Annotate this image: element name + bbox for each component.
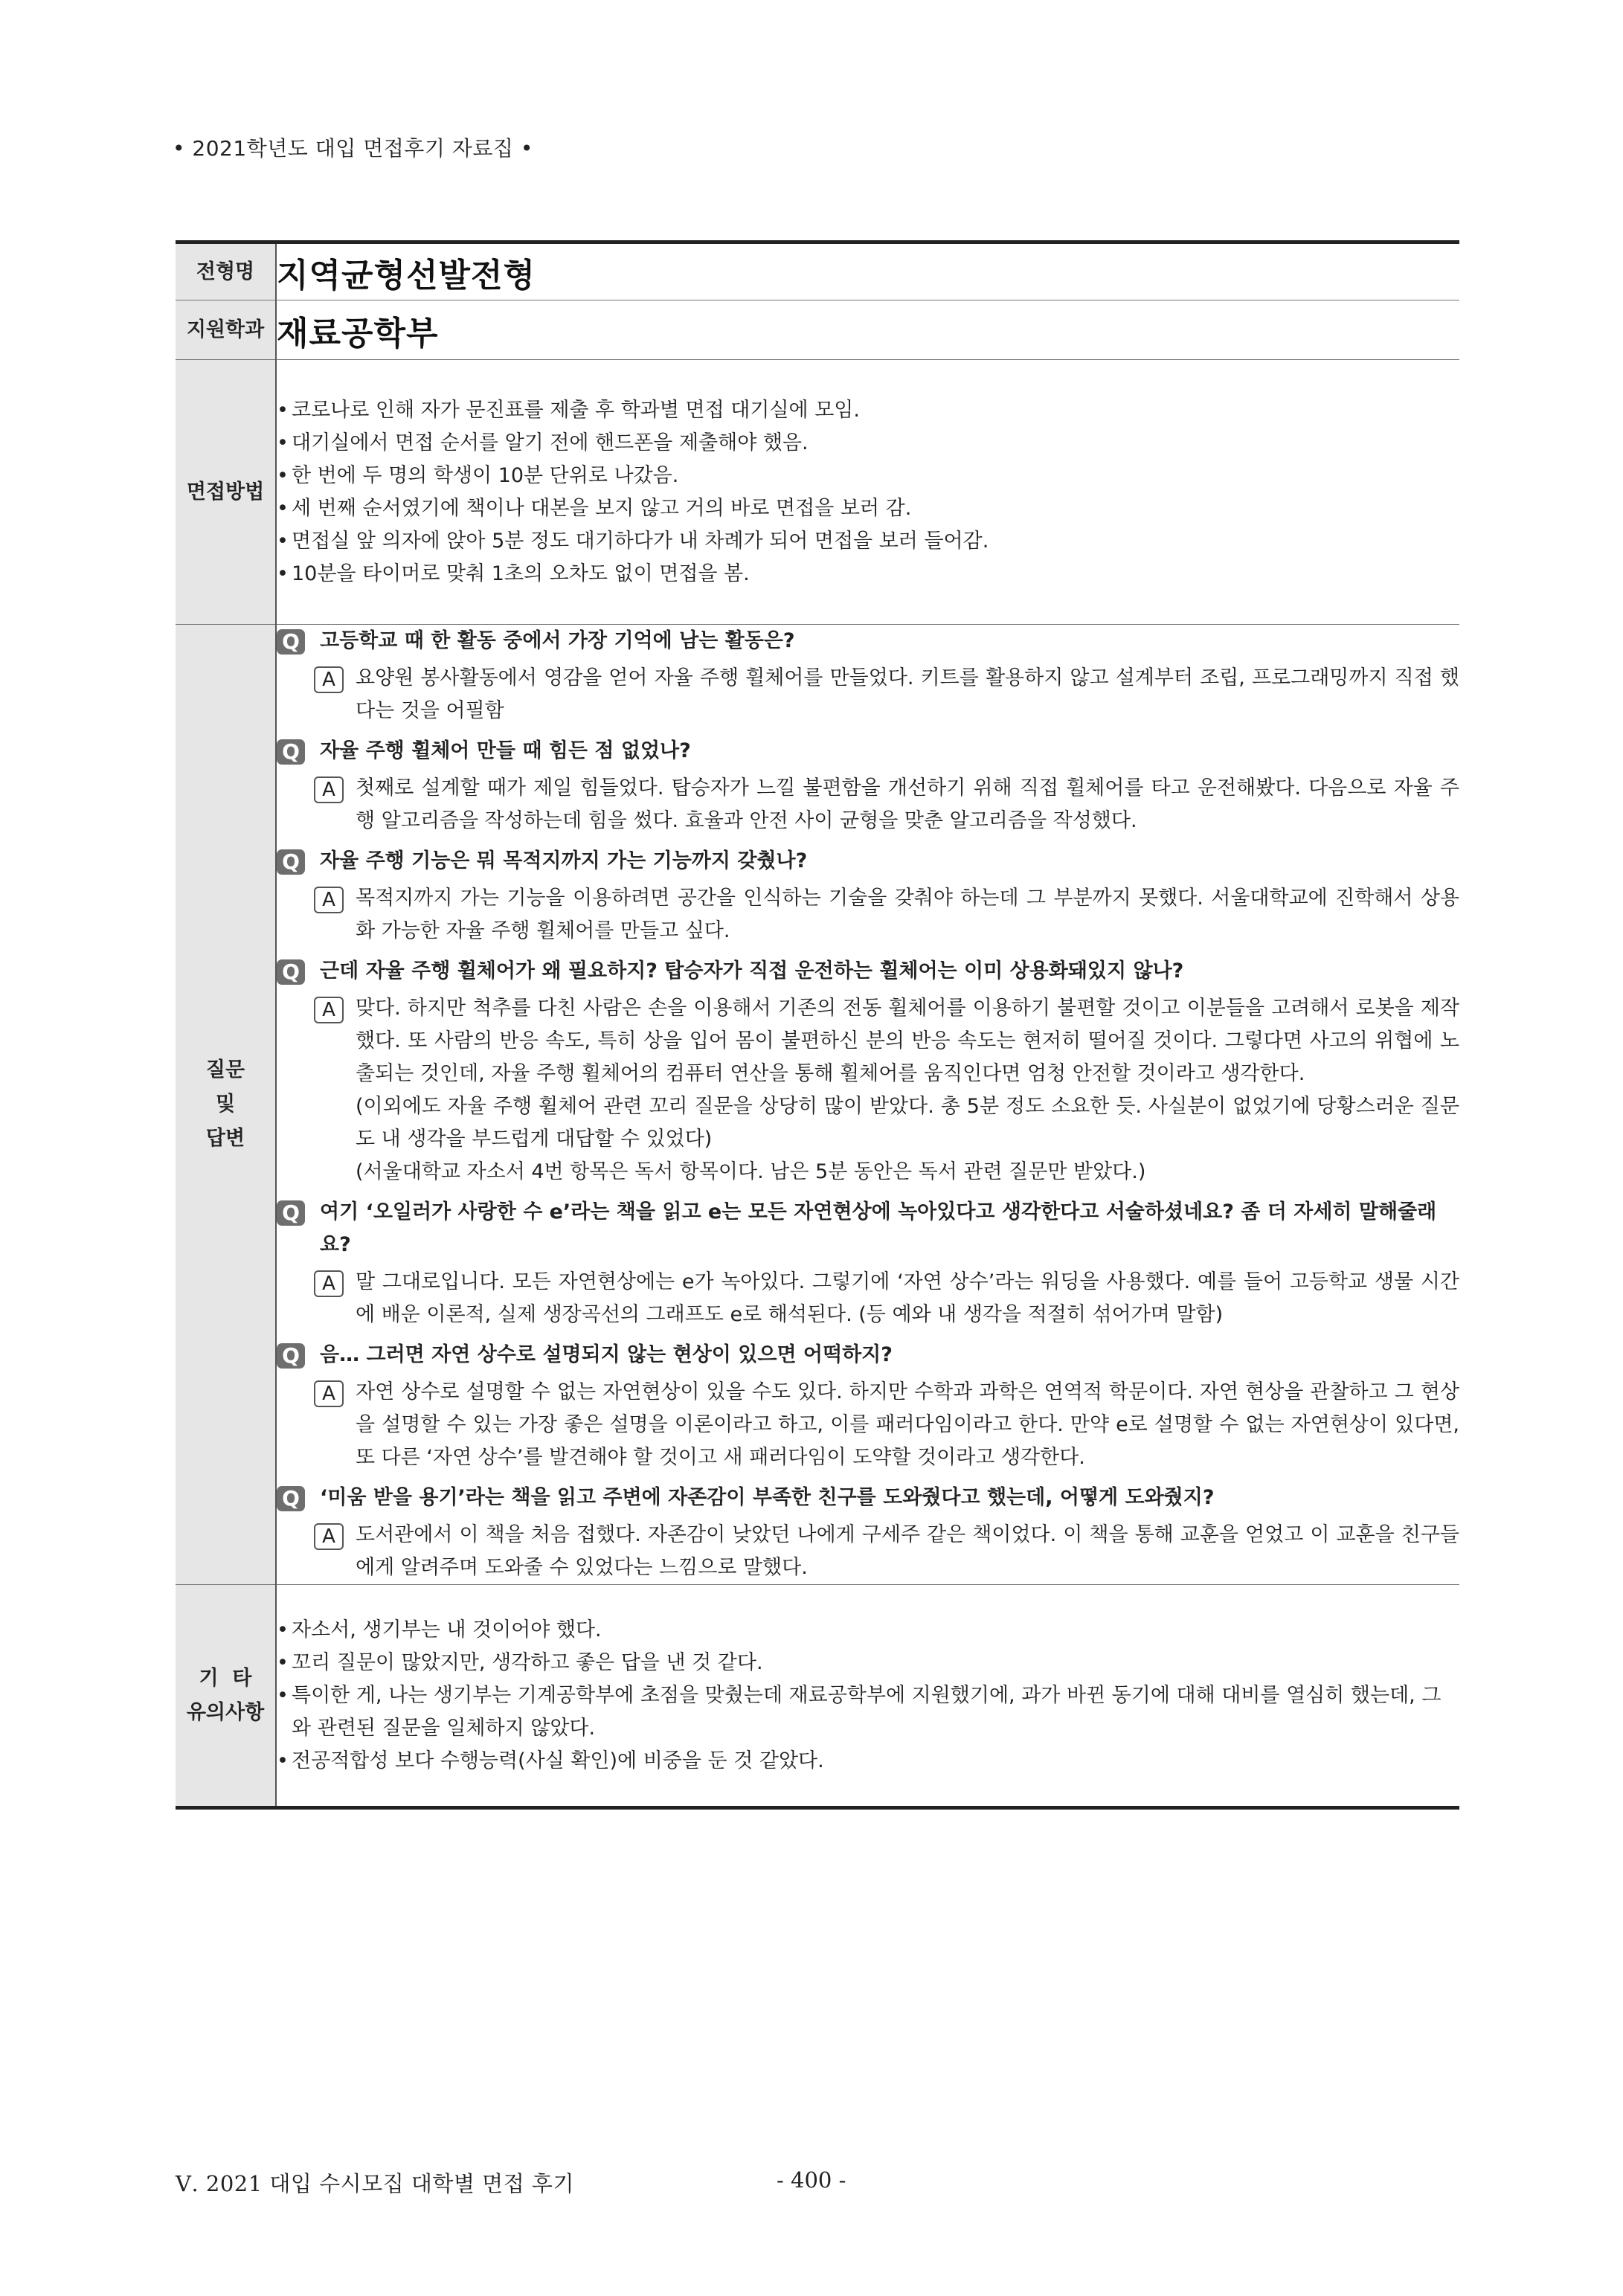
- page-header-title: • 2021학년도 대입 면접후기 자료집 •: [173, 136, 533, 161]
- answer-badge: A: [314, 666, 344, 693]
- question-badge: Q: [277, 629, 305, 655]
- question-badge: Q: [277, 1200, 305, 1226]
- answer-badge: A: [314, 1270, 344, 1297]
- footer-chapter: Ⅴ. 2021 대입 수시모집 대학별 면접 후기: [176, 2171, 574, 2196]
- question-4: [277, 955, 1459, 988]
- answer-5: [277, 1266, 1459, 1331]
- department-value: 재료공학부: [277, 314, 439, 353]
- other-cell: [276, 1585, 1459, 1808]
- answer-text: 첫째로 설계할 때가 제일 힘들었다. 탑승자가 느낄 불편함을 개선하기 위해 직접 휠체어를 타고 운전해봤다. 다음으로 자율 주행 알고리즘을 작성하는데 힘을 썼다. 효율과 안전 사이 균형을 맞춘 알고리즘을 작성했다.: [356, 776, 1459, 832]
- answer-text: 목적지까지 가는 기능을 이용하려면 공간을 인식하는 기술을 갖춰야 하는데 그 부분까지 못했다. 서울대학교에 진학해서 상용화 가능한 자율 주행 휠체어를 만들고 싶다.: [356, 887, 1459, 942]
- question-badge: Q: [277, 959, 305, 985]
- answer-3: [277, 882, 1459, 948]
- question-badge: Q: [277, 1486, 305, 1511]
- answer-badge: A: [314, 776, 344, 803]
- admission-cell: [276, 242, 1459, 300]
- qa-row: [176, 625, 1459, 1585]
- answer-text: 말 그대로입니다. 모든 자연현상에는 e가 녹아있다. 그렇기에 ‘자연 상수’라는 워딩을 사용했다. 예를 들어 고등학교 생물 시간에 배운 이론적, 실제 생장곡선의 그래프도 e로 해석된다. (등 예와 내 생각을 적절히 섞어가며 말함): [356, 1270, 1459, 1326]
- method-list: [277, 394, 1459, 591]
- list-item: • 특이한 게, 나는 생기부는 기계공학부에 초점을 맞췄는데 재료공학부에 지원했기에, 과가 바뀐 동기에 대해 대비를 열심히 했는데, 그와 관련된 질문을 일체하지 않았다.: [277, 1683, 1442, 1740]
- department-cell: [276, 300, 1459, 360]
- question-badge: Q: [277, 739, 305, 765]
- answer-6: [277, 1376, 1459, 1474]
- list-item: • 코로나로 인해 자가 문진표를 제출 후 학과별 면접 대기실에 모임.: [277, 398, 860, 422]
- other-row: [176, 1585, 1459, 1808]
- question-badge: Q: [277, 1343, 305, 1369]
- question-5: [277, 1196, 1459, 1261]
- page-number: - 400 -: [777, 2167, 846, 2193]
- answer-badge: A: [314, 1523, 344, 1550]
- question-2: [277, 735, 1459, 768]
- list-item: • 꼬리 질문이 많았지만, 생각하고 좋은 답을 낸 것 같다.: [277, 1650, 763, 1674]
- other-list: [277, 1614, 1459, 1778]
- question-3: [277, 845, 1459, 878]
- question-7: [277, 1482, 1459, 1514]
- list-item: • 10분을 타이머로 맞춰 1초의 오차도 없이 면접을 봄.: [277, 562, 750, 585]
- answer-text: 요양원 봉사활동에서 영감을 얻어 자율 주행 휠체어를 만들었다. 키트를 활용하지 않고 설계부터 조립, 프로그래밍까지 직접 했다는 것을 어필함: [356, 666, 1459, 722]
- answer-text: 자연 상수로 설명할 수 없는 자연현상이 있을 수도 있다. 하지만 수학과 과학은 연역적 학문이다. 자연 현상을 관찰하고 그 현상을 설명할 수 있는 가장 좋은 설명을 이론이라고 하고, 이를 패러다임이라고 한다. 만약 e로 설명할 수 없는 자연현상이 있다면, 또 다른 ‘자연 상수’를 발견해야 할 것이고 새 패러다임이 도약할 것이라고 생각한다.: [356, 1380, 1459, 1469]
- answer-text: 맞다. 하지만 척추를 다친 사람은 손을 이용해서 기존의 전동 휠체어를 이용하기 불편할 것이고 이분들을 고려해서 로봇을 제작했다. 또 사람의 반응 속도, 특히 상을 입어 몸이 불편하신 분의 반응 속도는 현저히 떨어질 것이다. 그렇다면 사고의 위협에 노출되는 것인데, 자율 주행 휠체어의 컴퓨터 연산을 통해 휠체어를 움직인다면 엄청 안전할 것이라고 생각한다.: [356, 997, 1459, 1085]
- question-text: ‘미움 받을 용기’라는 책을 읽고 주변에 자존감이 부족한 친구를 도와줬다고 했는데, 어떻게 도와줬지?: [320, 1486, 1215, 1509]
- question-6: [277, 1339, 1459, 1372]
- list-item: • 자소서, 생기부는 내 것이어야 했다.: [277, 1618, 602, 1641]
- method-cell: [276, 360, 1459, 625]
- question-badge: Q: [277, 849, 305, 875]
- admission-row: [176, 242, 1459, 300]
- department-label: 지원학과: [176, 300, 276, 360]
- list-item: • 전공적합성 보다 수행능력(사실 확인)에 비중을 둔 것 같았다.: [277, 1749, 824, 1772]
- admission-label: 전형명: [176, 242, 276, 300]
- question-text: 고등학교 때 한 활동 중에서 가장 기억에 남는 활동은?: [320, 629, 795, 652]
- question-text: 근데 자율 주행 휠체어가 왜 필요하지? 탑승자가 직접 운전하는 휠체어는 이미 상용화돼있지 않나?: [320, 959, 1184, 983]
- answer-badge: A: [314, 887, 344, 913]
- question-1: [277, 625, 1459, 657]
- answer-7: [277, 1519, 1459, 1584]
- list-item: • 한 번에 두 명의 학생이 10분 단위로 나갔음.: [277, 463, 679, 487]
- other-label: 기 타 유의사항: [176, 1585, 276, 1808]
- answer-2: [277, 772, 1459, 837]
- answer-4: [277, 992, 1459, 1189]
- answer-badge: A: [314, 1380, 344, 1407]
- method-row: [176, 360, 1459, 625]
- question-text: 음… 그러면 자연 상수로 설명되지 않는 현상이 있으면 어떡하지?: [320, 1343, 893, 1366]
- question-text: 여기 ‘오일러가 사랑한 수 e’라는 책을 읽고 e는 모든 자연현상에 녹아있다고 생각한다고 서술하셨네요? 좀 더 자세히 말해줄래요?: [320, 1200, 1437, 1256]
- question-text: 자율 주행 휠체어 만들 때 힘든 점 없었나?: [320, 739, 691, 762]
- answer-text: 도서관에서 이 책을 처음 접했다. 자존감이 낮았던 나에게 구세주 같은 책이었다. 이 책을 통해 교훈을 얻었고 이 교훈을 친구들에게 알려주며 도와줄 수 있었다는 느낌으로 말했다.: [356, 1523, 1459, 1579]
- answer-note: (서울대학교 자소서 4번 항목은 독서 항목이다. 남은 5분 동안은 독서 관련 질문만 받았다.): [356, 1160, 1146, 1183]
- answer-1: [277, 662, 1459, 727]
- list-item: • 대기실에서 면접 순서를 알기 전에 핸드폰을 제출해야 했음.: [277, 431, 809, 454]
- admission-value: 지역균형선발전형: [277, 256, 536, 295]
- method-label: 면접방법: [176, 360, 276, 625]
- interview-table: [176, 240, 1459, 1810]
- qa-cell: [276, 625, 1459, 1585]
- list-item: • 세 번째 순서였기에 책이나 대본을 보지 않고 거의 바로 면접을 보러 감.: [277, 496, 912, 520]
- list-item: • 면접실 앞 의자에 앉아 5분 정도 대기하다가 내 차례가 되어 면접을 보러 들어감.: [277, 529, 989, 553]
- question-text: 자율 주행 기능은 뭐 목적지까지 가는 기능까지 갖췄나?: [320, 849, 808, 872]
- answer-badge: A: [314, 997, 344, 1023]
- answer-note: (이외에도 자율 주행 휠체어 관련 꼬리 질문을 상당히 많이 받았다. 총 5분 정도 소요한 듯. 사실분이 없었기에 당황스러운 질문도 내 생각을 부드럽게 대답할 수 있었다): [356, 1095, 1459, 1151]
- qa-label: 질문 및 답변: [176, 625, 276, 1585]
- department-row: [176, 300, 1459, 360]
